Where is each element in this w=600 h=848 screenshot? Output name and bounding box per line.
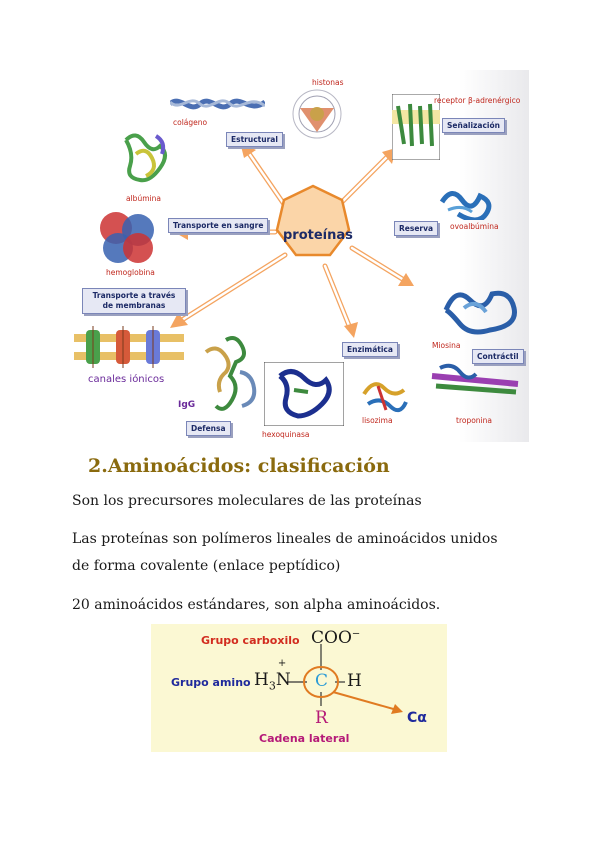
label-ovoalbumina: ovoalbúmina [450,222,499,231]
box-enzimatica: Enzimática [342,342,398,357]
protein-functions-figure [70,70,529,442]
hexokinase-molecule [264,362,344,426]
label-lisozima: lisozima [362,416,393,425]
box-transporte-membranas: Transporte a través de membranas [82,288,186,314]
arrow-transporte-membranas [182,255,285,320]
paragraph-3: 20 aminoácidos estándares, son alpha aminoácidos. [72,597,441,613]
hemoglobin-molecule [96,208,158,266]
label-hemoglobina: hemoglobina [106,268,155,277]
box-senalizacion: Señalización [442,118,505,133]
h3n-n-wrap [275,658,291,690]
paragraph-2: Las proteínas son polímeros lineales de aminoácidos unidos de forma covalente (enlace peptídico) [72,531,498,574]
ion-channels-membrane [74,326,184,368]
coo-charge: − [351,628,361,640]
hub-label: proteínas [283,228,353,243]
label-igg: IgG [178,400,196,410]
box-reserva: Reserva [394,221,438,236]
r-group: R [315,708,328,728]
label-canales: canales iónicos [88,374,165,385]
amino-acid-structure-figure [151,624,447,752]
label-c-alpha: Cα [407,710,427,726]
coo-text: COO [311,628,352,648]
receptor-molecule [392,94,440,160]
label-grupo-amino: Grupo amino [171,676,251,689]
paragraph-1: Son los precursores moleculares de las proteínas [72,493,422,509]
h3n-h: H [254,670,269,690]
box-defensa: Defensa [186,421,231,436]
label-grupo-carboxilo: Grupo carboxilo [201,634,300,647]
h3n-sub: 3 [268,679,276,693]
arrow-enzimatica [325,266,350,328]
amino-group [254,658,291,693]
alpha-carbon: C [315,671,329,691]
troponin-molecule [430,362,520,402]
hydrogen-right: H [347,671,362,691]
label-miosina: Miosina [432,341,461,350]
box-transporte-sangre: Transporte en sangre [168,218,268,233]
lysozyme-molecule [360,374,410,414]
label-receptor: receptor β-adrenérgico [434,96,521,105]
histones-molecule [288,88,346,140]
collagen-molecule [170,92,265,114]
albumin-molecule [116,128,176,190]
carboxyl-group [311,628,360,648]
label-colageno: colágeno [173,118,208,127]
box-contractil: Contráctil [472,349,524,364]
h3n-n: N [275,670,291,690]
label-albumina: albúmina [126,194,161,203]
arrow-senalizacion [336,156,388,208]
label-cadena-lateral: Cadena lateral [259,732,350,745]
label-troponina: troponina [456,416,492,425]
arrow-reserva [352,248,404,280]
igg-molecule [196,332,262,414]
box-estructural: Estructural [226,132,283,147]
myosin-molecule [440,280,522,340]
label-histonas: histonas [312,78,344,87]
h3n-charge: + [277,658,287,669]
label-hexoquinasa: hexoquinasa [262,430,310,439]
proteins-hub-heptagon [277,186,349,255]
arrow-estructural [248,152,288,210]
ovalbumin-molecule [438,182,498,220]
section-heading: 2.Aminoácidos: clasificación [88,455,390,477]
